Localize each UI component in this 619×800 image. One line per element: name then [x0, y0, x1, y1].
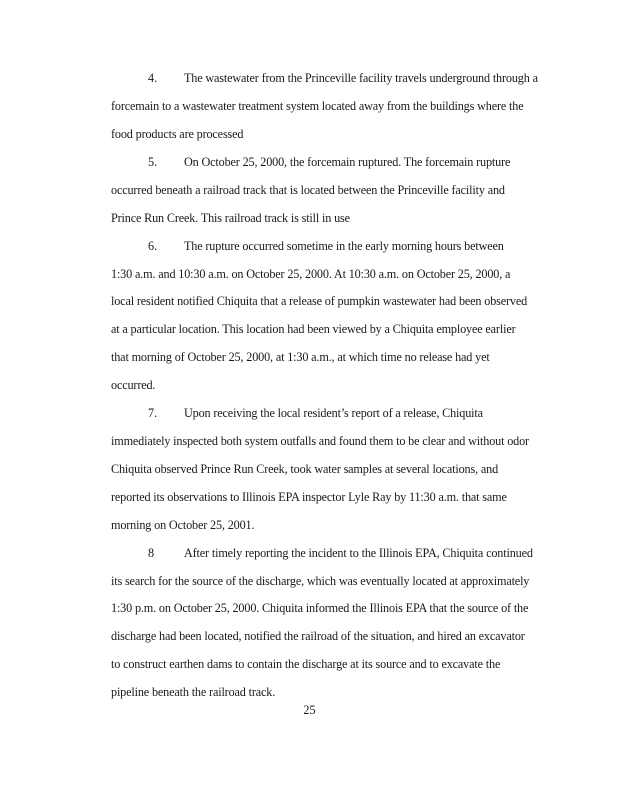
paragraph-number: 7.	[148, 406, 158, 420]
paragraph-number: 4.	[148, 71, 158, 85]
paragraph-line: at a particular location. This location had been viewed by a Chiquita employee earlier	[111, 322, 516, 336]
paragraph-line: 1:30 a.m. and 10:30 a.m. on October 25, 2000. At 10:30 a.m. on October 25, 2000, a	[111, 267, 511, 281]
paragraph-first-line: Upon receiving the local resident’s report of a release, Chiquita	[184, 406, 483, 420]
paragraph-line: reported its observations to Illinois EPA inspector Lyle Ray by 11:30 a.m. that same	[111, 490, 507, 504]
paragraph-first-line: The wastewater from the Princeville facility travels underground through a	[184, 71, 538, 85]
page-number: 25	[303, 703, 316, 717]
paragraph-first-line: On October 25, 2000, the forcemain ruptured. The forcemain rupture	[184, 155, 511, 169]
paragraph-number: 8	[148, 546, 155, 560]
paragraph-number: 5.	[148, 155, 158, 169]
paragraph-number: 6.	[148, 239, 158, 253]
paragraph-line: occurred beneath a railroad track that is located between the Princeville facility and	[111, 183, 505, 197]
paragraph-line: occurred.	[111, 378, 156, 392]
paragraph-line: morning on October 25, 2001.	[111, 518, 255, 532]
paragraph-first-line: The rupture occurred sometime in the early morning hours between	[184, 239, 504, 253]
paragraph-line: its search for the source of the discharge, which was eventually located at approximately	[111, 574, 530, 588]
paragraph-line: pipeline beneath the railroad track.	[111, 685, 276, 699]
paragraph-line: 1:30 p.m. on October 25, 2000. Chiquita informed the Illinois EPA that the source of the	[111, 601, 529, 615]
paragraph-line: local resident notified Chiquita that a release of pumpkin wastewater had been observed	[111, 294, 528, 308]
paragraph-line: discharge had been located, notified the railroad of the situation, and hired an excavator	[111, 629, 525, 643]
paragraph-line: immediately inspected both system outfalls and found them to be clear and without odor	[111, 434, 529, 448]
paragraph-line: forcemain to a wastewater treatment system located away from the buildings where the	[111, 99, 524, 113]
paragraph-line: Chiquita observed Prince Run Creek, took water samples at several locations, and	[111, 462, 499, 476]
paragraph-first-line: After timely reporting the incident to the Illinois EPA, Chiquita continued	[184, 546, 533, 560]
paragraph-line: Prince Run Creek. This railroad track is still in use	[111, 211, 350, 225]
paragraph-line: to construct earthen dams to contain the discharge at its source and to excavate the	[111, 657, 501, 671]
paragraph-line: that morning of October 25, 2000, at 1:30 a.m., at which time no release had yet	[111, 350, 490, 364]
paragraph-line: food products are processed	[111, 127, 244, 141]
